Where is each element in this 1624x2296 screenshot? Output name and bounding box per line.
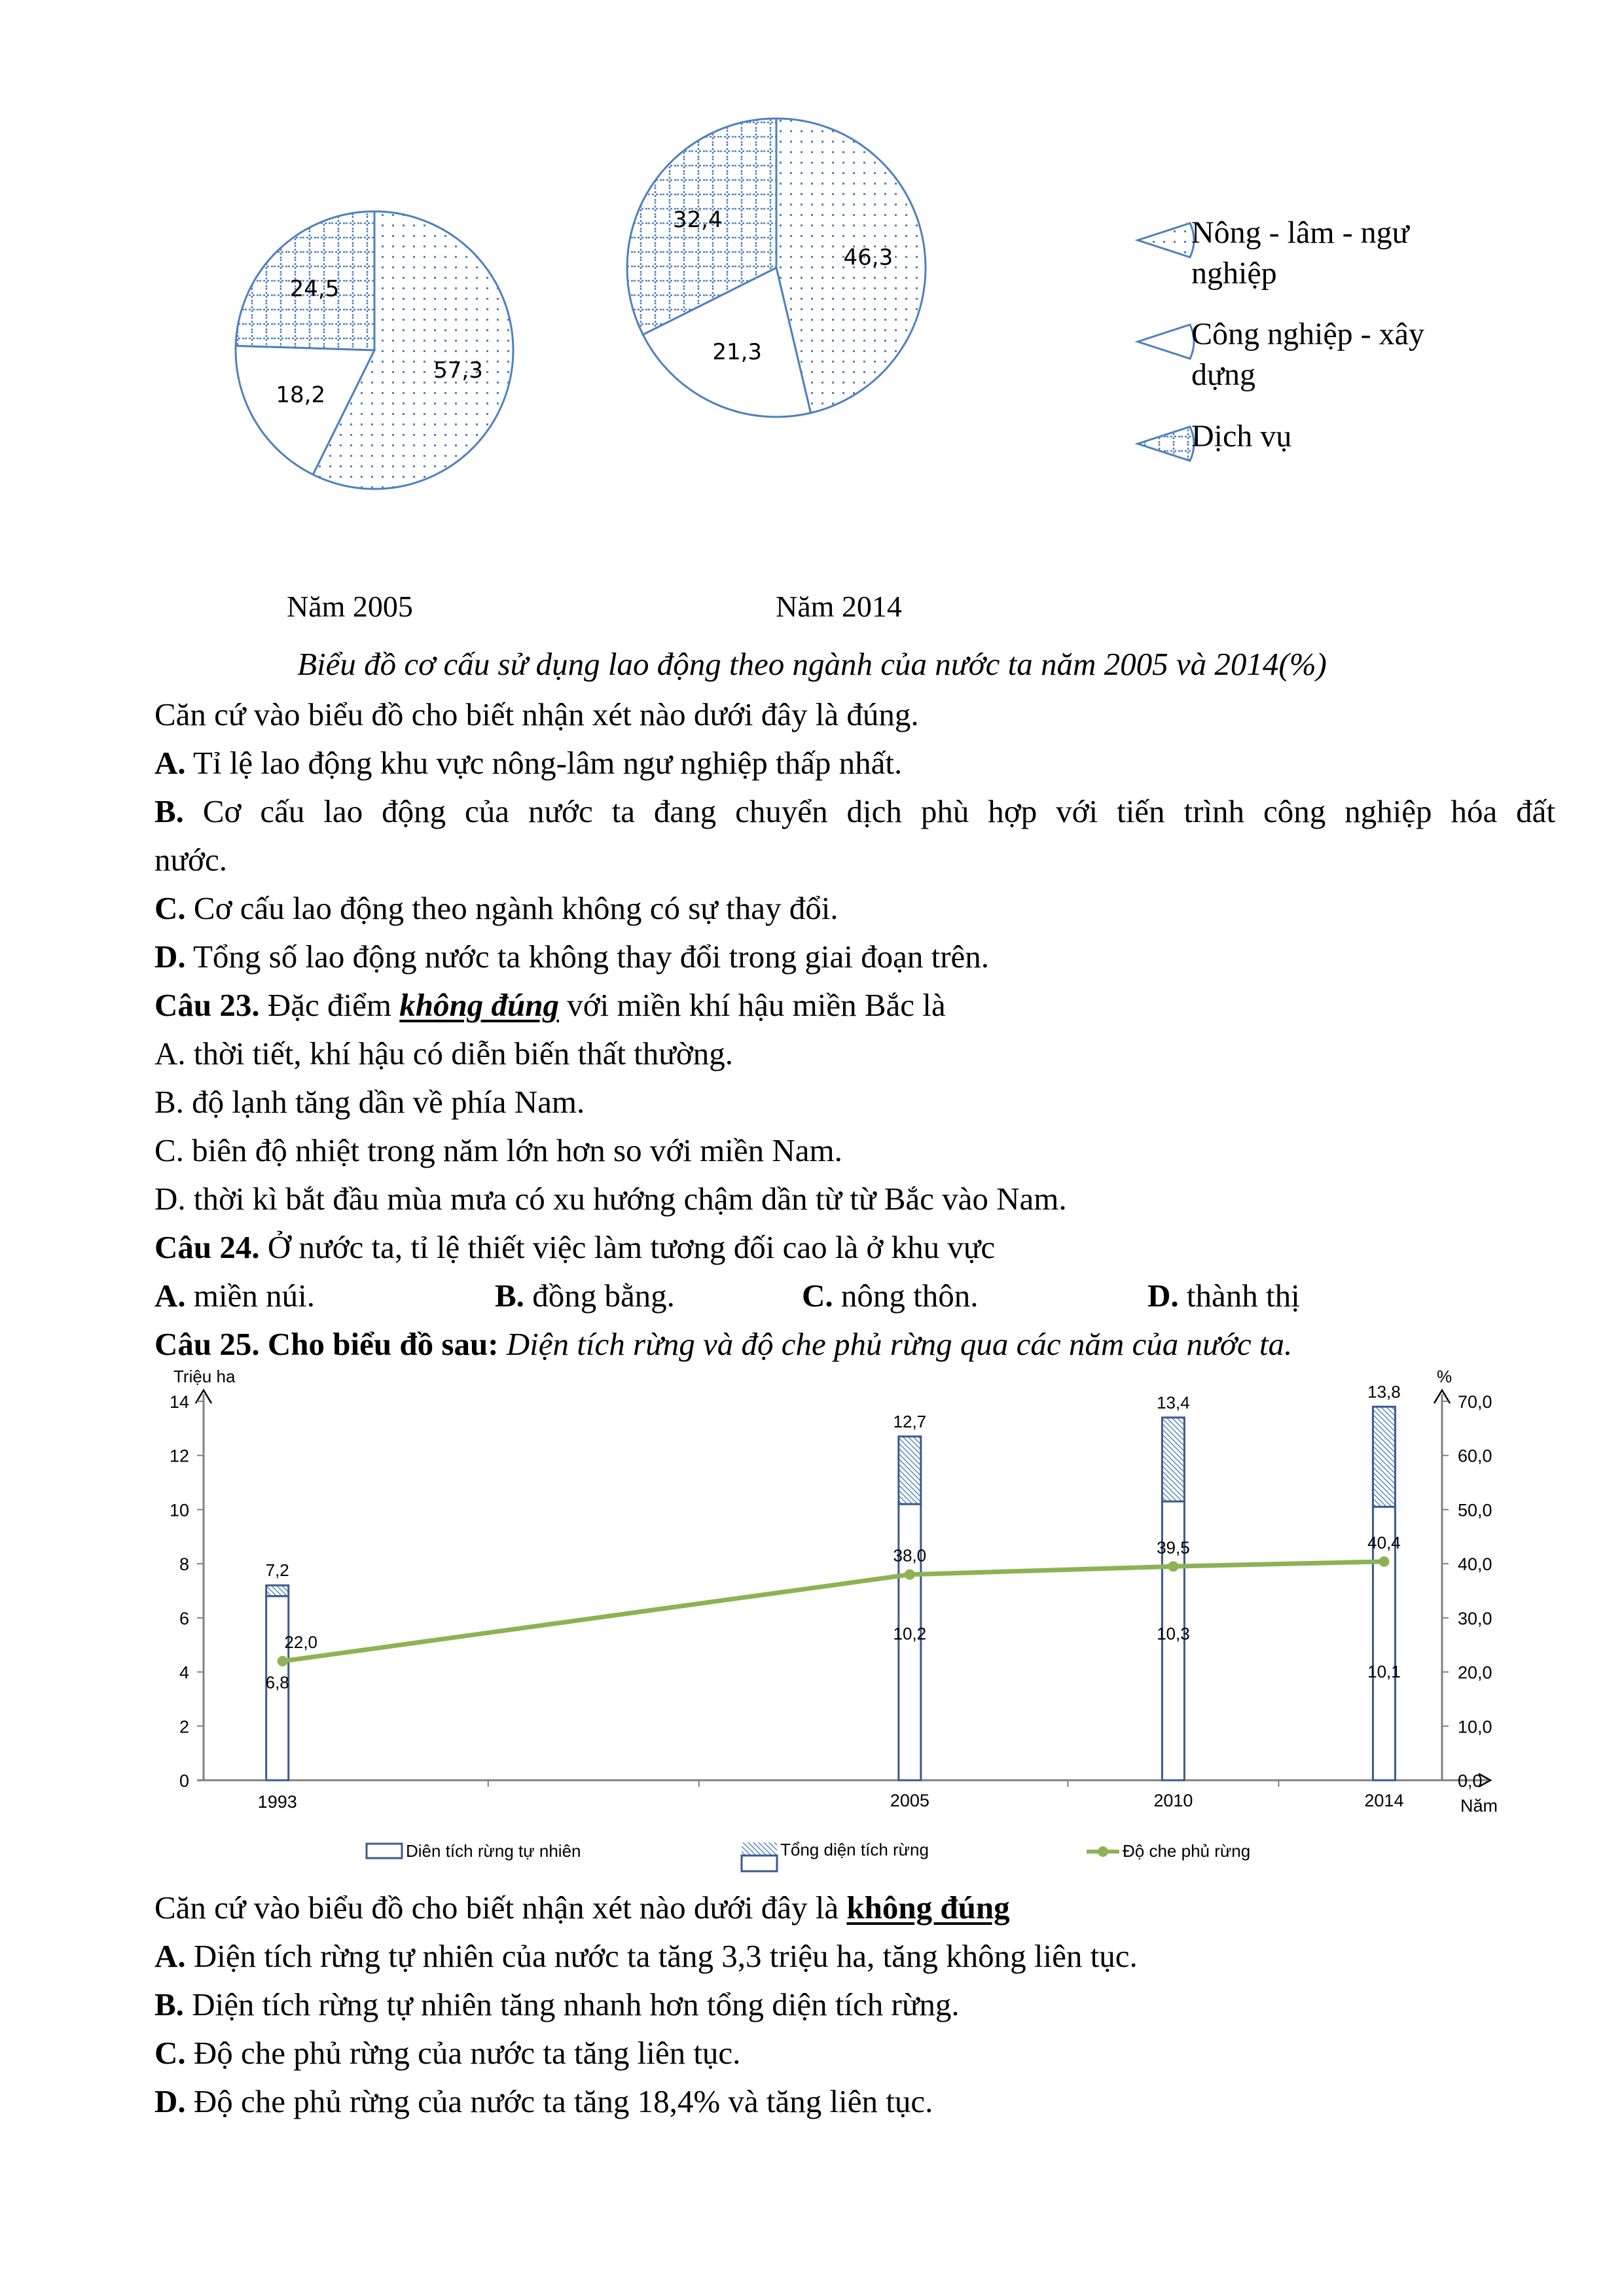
- legend-item-nong-lam-ngu: [1139, 213, 1409, 294]
- left-tick-label: 6: [179, 1608, 189, 1628]
- q24-option-c[interactable]: [802, 1276, 979, 1316]
- coverage-point: [1168, 1561, 1178, 1571]
- coverage-point: [905, 1570, 915, 1580]
- coverage-line: [283, 1562, 1384, 1661]
- q22-option-b[interactable]: [154, 792, 1555, 831]
- chart-title: Diện tích rừng và độ che phủ rừng qua các năm của nước ta.: [498, 1326, 1293, 1362]
- bar-natural-label: 10,2: [893, 1623, 927, 1643]
- left-axis-title: Triệu ha: [173, 1367, 236, 1386]
- pie-year-label-2014: Năm 2014: [776, 590, 902, 623]
- stem-text: Căn cứ vào biểu đồ cho biết nhận xét nào dưới đây là: [154, 1890, 847, 1926]
- legend-item-cong-nghiep: [1139, 314, 1424, 395]
- option-letter: C.: [154, 890, 186, 926]
- option-text: Độ che phủ rừng của nước ta tăng 18,4% và tăng liên tục.: [185, 2083, 933, 2119]
- right-tick-label: 60,0: [1458, 1446, 1492, 1466]
- pie-data-label: 57,3: [433, 357, 483, 384]
- q22-option-b-cont: nước.: [154, 842, 227, 878]
- bar-total-forest: [1373, 1407, 1395, 1507]
- forest-combo-chart: [0, 1361, 1624, 1885]
- right-tick-label: 0,0: [1458, 1771, 1483, 1791]
- q23-stem: [154, 986, 946, 1025]
- legend-label-coverage: Độ che phủ rừng: [1123, 1841, 1251, 1861]
- right-tick-label: 30,0: [1458, 1608, 1492, 1628]
- stem-text: với miền khí hậu miền Bắc là: [559, 987, 946, 1023]
- option-text: Tổng số lao động nước ta không thay đổi trong giai đoạn trên.: [185, 939, 990, 975]
- pie-data-label: 46,3: [843, 244, 893, 271]
- bar-natural-label: 6,8: [265, 1672, 289, 1693]
- right-tick-label: 20,0: [1458, 1662, 1492, 1683]
- option-text: Cơ cấu lao động theo ngành không có sự thay đổi.: [185, 890, 839, 926]
- pie-data-label: 32,4: [672, 206, 723, 233]
- x-tick-label: 1993: [257, 1792, 297, 1812]
- legend-text: Công nghiệp - xây: [1191, 317, 1424, 351]
- question-label: Câu 24.: [154, 1229, 260, 1265]
- legend-swatch-total: [742, 1842, 777, 1856]
- bar-natural-label: 10,1: [1367, 1661, 1401, 1681]
- legend-label-total: Tổng diện tích rừng: [780, 1840, 929, 1859]
- x-axis-title: Năm: [1460, 1796, 1498, 1816]
- pie-2005: [236, 211, 513, 489]
- q25-option-a[interactable]: [154, 1937, 1138, 1976]
- option-letter: A.: [154, 1278, 186, 1314]
- bar-total-forest: [899, 1437, 921, 1504]
- legend-label-natural: Diên tích rừng tự nhiên: [406, 1841, 581, 1861]
- pie-data-label: 24,5: [289, 276, 340, 302]
- option-text: miền núi.: [185, 1278, 315, 1314]
- bar-natural-label: 10,3: [1157, 1623, 1190, 1643]
- x-tick-label: 2014: [1364, 1791, 1404, 1810]
- legend-text: nghiệp: [1191, 256, 1277, 291]
- bar-total-label: 12,7: [893, 1411, 927, 1431]
- q23-option-b[interactable]: B. độ lạnh tăng dần về phía Nam.: [154, 1084, 585, 1120]
- option-text: Diện tích rừng tự nhiên của nước ta tăng 3,3 triệu ha, tăng không liên tục.: [185, 1938, 1138, 1974]
- pie-caption: Biểu đồ cơ cấu sử dụng lao động theo ngành của nước ta năm 2005 và 2014(%): [297, 646, 1327, 682]
- coverage-label: 39,5: [1157, 1537, 1190, 1558]
- q25-stem: [154, 1325, 1292, 1364]
- stem-emphasis: không đúng: [399, 987, 560, 1023]
- option-text: nông thôn.: [833, 1278, 979, 1314]
- q25-option-b[interactable]: [154, 1985, 960, 2024]
- option-letter: C.: [802, 1278, 833, 1314]
- option-letter: B.: [154, 793, 184, 829]
- stem-emphasis: không đúng: [846, 1890, 1010, 1926]
- pie-year-label-2005: Năm 2005: [287, 590, 413, 623]
- x-tick-label: 2005: [890, 1791, 929, 1810]
- pie-data-label: 18,2: [276, 382, 326, 408]
- option-text: thành thị: [1178, 1278, 1300, 1314]
- legend-text: Dịch vụ: [1191, 419, 1292, 454]
- left-tick-label: 10: [169, 1500, 189, 1520]
- option-text: Tỉ lệ lao động khu vực nông-lâm ngư nghiệp thấp nhất.: [185, 745, 903, 781]
- right-tick-label: 50,0: [1458, 1500, 1492, 1520]
- stem-text: Ở nước ta, tỉ lệ thiết việc làm tương đối cao là ở khu vực: [259, 1229, 996, 1265]
- q22-option-c[interactable]: [154, 889, 839, 928]
- q22-option-d[interactable]: [154, 937, 989, 977]
- q22-stem: Căn cứ vào biểu đồ cho biết nhận xét nào dưới đây là đúng.: [154, 696, 919, 732]
- option-text: Độ che phủ rừng của nước ta tăng liên tục.: [185, 2035, 741, 2071]
- q23-option-a[interactable]: A. thời tiết, khí hậu có diễn biến thất thường.: [154, 1035, 734, 1071]
- pie-2014: [627, 118, 926, 417]
- legend-text: dựng: [1191, 357, 1256, 392]
- bar-total-forest: [1162, 1418, 1184, 1501]
- coverage-point: [1379, 1556, 1389, 1567]
- stem-text: Đặc điểm: [259, 987, 400, 1023]
- left-tick-label: 14: [169, 1392, 189, 1412]
- coverage-point: [278, 1656, 288, 1666]
- option-letter: A.: [154, 1938, 186, 1974]
- right-tick-label: 10,0: [1458, 1717, 1492, 1737]
- right-axis-title: %: [1437, 1367, 1453, 1386]
- q25-question: [154, 1888, 1010, 1928]
- question-label: Câu 23.: [154, 987, 260, 1023]
- bar-total-label: 13,4: [1157, 1392, 1190, 1412]
- q24-stem: [154, 1228, 995, 1267]
- q24-option-a[interactable]: [154, 1276, 315, 1316]
- question-label: Câu 25. Cho biểu đồ sau:: [154, 1326, 499, 1362]
- right-tick-label: 70,0: [1458, 1392, 1492, 1412]
- pie-data-label: 21,3: [712, 339, 763, 366]
- coverage-label: 40,4: [1367, 1532, 1401, 1552]
- left-tick-label: 4: [179, 1662, 189, 1683]
- bar-total-forest: [266, 1585, 289, 1596]
- left-tick-label: 12: [169, 1446, 189, 1466]
- q24-option-b[interactable]: [495, 1276, 675, 1316]
- bar-total-label: 13,8: [1367, 1382, 1401, 1402]
- q25-option-c[interactable]: [154, 2034, 740, 2073]
- option-letter: D.: [1147, 1278, 1179, 1314]
- left-tick-label: 8: [179, 1554, 189, 1575]
- option-letter: B.: [154, 1986, 184, 2022]
- left-tick-label: 0: [179, 1771, 189, 1791]
- q23-option-d[interactable]: D. thời kì bắt đầu mùa mưa có xu hướng chậm dần từ từ Bắc vào Nam.: [154, 1181, 1067, 1217]
- legend-marker-coverage: [1098, 1846, 1108, 1857]
- x-tick-label: 2010: [1153, 1791, 1193, 1810]
- q22-option-a[interactable]: [154, 744, 902, 783]
- option-text: Cơ cấu lao động của nước ta đang chuyển dịch phù hợp với tiến trình công nghiệp hóa đất: [183, 793, 1555, 829]
- legend-swatch-total-base: [742, 1856, 777, 1871]
- q24-option-d[interactable]: [1147, 1276, 1300, 1316]
- legend-swatch-natural: [367, 1844, 402, 1858]
- q23-option-c[interactable]: C. biên độ nhiệt trong năm lớn hơn so với miền Nam.: [154, 1132, 842, 1168]
- legend-item-dich-vu: [1139, 416, 1291, 457]
- legend-text: Nông - lâm - ngư: [1191, 215, 1409, 250]
- option-letter: C.: [154, 2035, 186, 2071]
- option-text: đồng bằng.: [524, 1278, 675, 1314]
- coverage-label: 38,0: [893, 1545, 927, 1566]
- q25-option-d[interactable]: [154, 2082, 933, 2121]
- option-text: Diện tích rừng tự nhiên tăng nhanh hơn tổng diện tích rừng.: [183, 1986, 960, 2022]
- left-tick-label: 2: [179, 1717, 189, 1737]
- right-tick-label: 40,0: [1458, 1554, 1492, 1575]
- bar-total-label: 7,2: [265, 1560, 289, 1581]
- coverage-label: 22,0: [284, 1632, 318, 1653]
- option-letter: A.: [154, 745, 186, 781]
- option-letter: B.: [495, 1278, 524, 1314]
- option-letter: D.: [154, 939, 186, 975]
- option-letter: D.: [154, 2083, 186, 2119]
